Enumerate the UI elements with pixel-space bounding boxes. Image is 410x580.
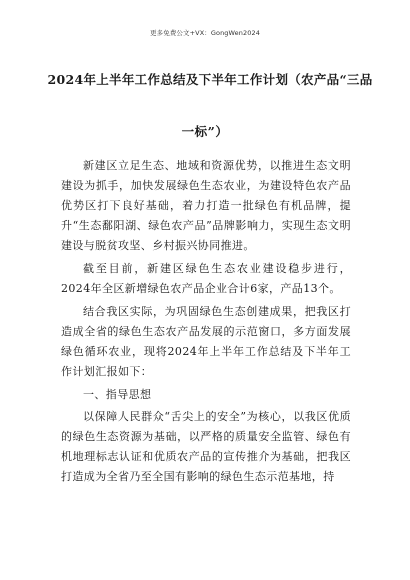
paragraph: 以保障人民群众“舌尖上的安全”为核心，以我区优质的绿色生态资源为基础，以严格的质量安全监管、绿色有机地理标志认证和优质农产品的宣传推介为基础，把我区打造成为全省乃至全国有影响的绿色生态示范基地，持 (61, 410, 351, 483)
section-heading: 一、指导思想 (83, 388, 152, 401)
document-title-line-2: 一标”） (181, 124, 229, 139)
paragraph: 新建区立足生态、地域和资源优势，以推进生态文明建设为抓手，加快发展绿色生态农业，为建设特色农产品优势区打下良好基础，着力打造一批绿色有机品牌，提升“生态鄱阳湖、绿色农产品”品牌影响力，实现生态文明建设与脱贫攻坚、乡村振兴协同推进。 (61, 159, 351, 252)
document-title-line-1: 2024年上半年工作总结及下半年工作计划（农产品“三品 (47, 72, 373, 87)
paragraph: 结合我区实际，为巩固绿色生态创建成果，把我区打造成全省的绿色生态农产品发展的示范窗口，多方面发展绿色循环农业，现将2024年上半年工作总结及下半年工作计划汇报如下： (61, 305, 351, 378)
paragraph: 截至目前，新建区绿色生态农业建设稳步进行，2024年全区新增绿色农产品企业合计6家，产品13个。 (61, 262, 351, 295)
document-body (61, 156, 351, 490)
header-note: 更多免费公文+VX：GongWen2024 (150, 29, 260, 37)
